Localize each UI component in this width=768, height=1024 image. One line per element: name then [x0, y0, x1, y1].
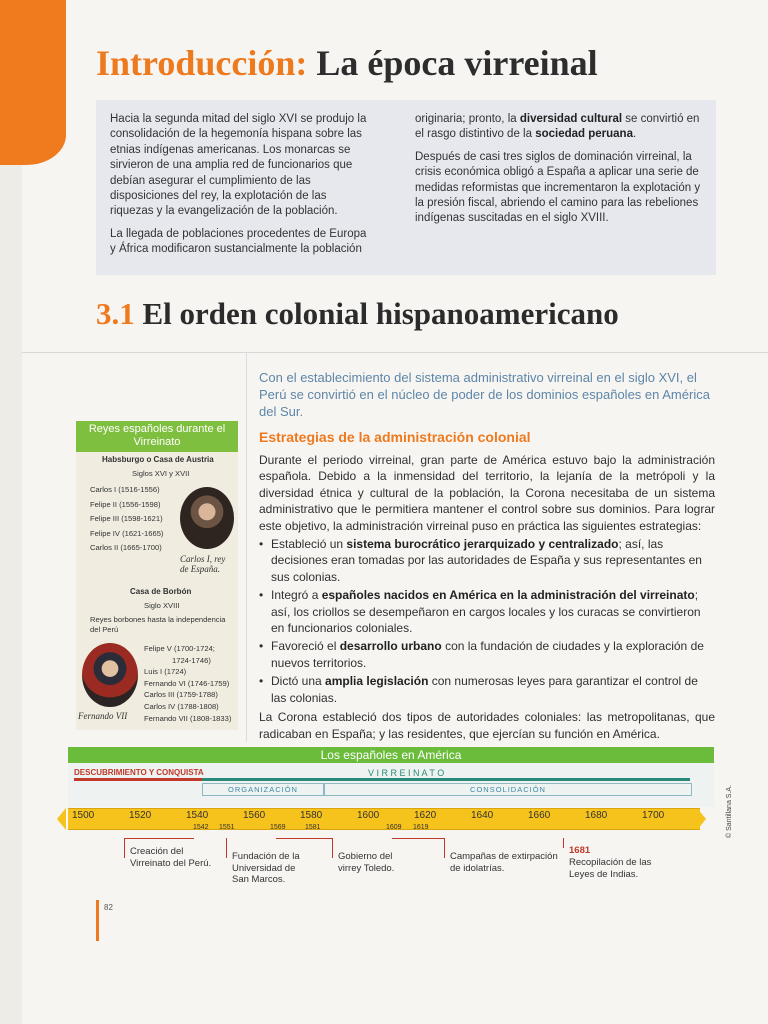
- king-item: Felipe II (1556-1598): [90, 499, 161, 509]
- king-item: 1724-1746): [172, 655, 211, 665]
- minor-year: 1542: [193, 824, 209, 831]
- year-label: 1700: [642, 810, 665, 821]
- period-organizacion: ORGANIZACIÓN: [202, 783, 324, 796]
- habsburg-title: Habsburgo o Casa de Austria: [102, 455, 214, 464]
- borbon-century: Siglo XVIII: [144, 601, 180, 610]
- event-marker: [226, 838, 227, 858]
- event-label: Creación del Virreinato del Perú.: [130, 846, 212, 869]
- king-item: Fernando VI (1746-1759): [144, 678, 230, 688]
- timeline-arrow-left: [57, 808, 66, 830]
- intro-paragraph: originaria; pronto, la diversidad cultural se convirtió en el rasgo distintivo de la sociedad peruana.: [415, 113, 700, 141]
- virreinato-bar: [202, 778, 690, 781]
- carlos-caption: Carlos I, rey de España.: [180, 554, 226, 574]
- king-item: Carlos IV (1788-1808): [144, 701, 219, 711]
- king-item: Carlos III (1759-1788): [144, 690, 218, 700]
- timeline-periods: [68, 763, 714, 807]
- year-label: 1560: [243, 810, 266, 821]
- year-label: 1620: [414, 810, 437, 821]
- timeline-arrow-right: [697, 808, 706, 830]
- king-item: Carlos I (1516-1556): [90, 485, 160, 494]
- borbon-note: Reyes borbones hasta la independencia del Perú: [90, 615, 226, 634]
- list-item: • Estableció un sistema burocrático jerarquizado y centralizado; así, las decisiones eran tomadas por las autoridades de España y sus representantes en sus colonias.: [259, 536, 715, 585]
- event-connector: [276, 838, 332, 839]
- event-connector: [124, 838, 194, 839]
- title-accent: Introducción:: [96, 43, 308, 83]
- borbon-list: [144, 643, 231, 724]
- intro-paragraph: Después de casi tres siglos de dominación virreinal, la crisis económica obligó a España a aplicar una serie de medidas reformistas que incrementaron la explotación y la presión fiscal, abriendo el camino para las rebeliones indígenas suscitadas en el siglo XVIII.: [415, 150, 701, 225]
- chapter-title: [96, 42, 598, 84]
- kings-sidebar: [76, 421, 238, 730]
- year-label: 1540: [186, 810, 209, 821]
- event-label: Fundación de la Universidad de San Marcos.: [232, 851, 300, 885]
- year-label: 1600: [357, 810, 380, 821]
- column-divider: [246, 352, 247, 742]
- event-label: Gobierno del virrey Toledo.: [338, 851, 395, 874]
- minor-year: 1581: [305, 824, 321, 831]
- intro-column-1: [110, 112, 372, 265]
- borbon-title: Casa de Borbón: [130, 587, 192, 596]
- habsburg-century: Siglos XVI y XVII: [132, 469, 190, 478]
- minor-year: 1569: [270, 824, 286, 831]
- minor-year: 1551: [219, 824, 235, 831]
- intro-paragraph: Hacia la segunda mitad del siglo XVI se produjo la consolidación de la hegemonía hispana sobre las etnias indígenas americanas. Los monarcas se sirvieron de una amplia red de funcionarios que debían asegurar el cumplimiento de las disposiciones del rey, la explotación de las riquezas y la evangelización de la población.: [110, 113, 367, 218]
- king-item: Felipe III (1598-1621): [90, 514, 163, 523]
- divider: [22, 352, 768, 353]
- subheading: Estrategias de la administración colonial: [259, 429, 531, 445]
- event-marker: [124, 838, 125, 858]
- body-paragraph: Durante el periodo virreinal, gran parte de América estuvo bajo la administración española. Debido a la inmensidad del territorio, la lejanía de la metrópoli y la diversidad étnica y cultural de la población, la Corona necesitaba de un sistema administrativo que le permitiera mantener el control sobre sus dominios. Para lograr este objetivo, la administración virreinal puso en práctica las siguientes estrategias:: [259, 453, 715, 533]
- king-item: Carlos II (1665-1700): [90, 543, 162, 552]
- page-number-bar: [96, 900, 99, 941]
- king-item: Fernando VII (1808-1833): [144, 713, 232, 723]
- period-consolidacion: CONSOLIDACIÓN: [324, 783, 692, 796]
- year-label: 1500: [72, 810, 95, 821]
- minor-year: 1619: [413, 824, 429, 831]
- event-label: Campañas de extirpación de idolatrías.: [450, 851, 558, 874]
- intro-box: [96, 100, 716, 275]
- strategy-list: [259, 536, 715, 706]
- carlos-portrait: [180, 487, 234, 549]
- intro-paragraph: La llegada de poblaciones procedentes de Europa y África modificaron sustancialmente la población: [110, 227, 367, 256]
- event-connector: [392, 838, 444, 839]
- event-marker: [332, 838, 333, 858]
- period-conquest: DESCUBRIMIENTO Y CONQUISTA: [74, 768, 204, 777]
- period-virreinato: V I R R E I N A T O: [368, 768, 445, 778]
- year-label: 1640: [471, 810, 494, 821]
- body-text: [259, 452, 715, 744]
- body-paragraph: La Corona estableció dos tipos de autoridades coloniales: las metropolitanas, que radicaban en España; y las residentes, que ejercían su función en América.: [259, 710, 715, 741]
- lead-paragraph: Con el establecimiento del sistema administrativo virreinal en el siglo XVI, el Perú se convirtió en el núcleo de poder de los dominios españoles en América del Sur.: [259, 370, 710, 419]
- event-marker: [563, 838, 564, 848]
- section-number: 3.1: [96, 296, 135, 331]
- list-item: • Favoreció el desarrollo urbano con la fundación de ciudades y la exploración de nuevos territorios.: [259, 638, 715, 671]
- habsburg-list: [90, 484, 163, 554]
- copyright: © Santillana S.A.: [726, 784, 733, 838]
- event-year: 1681: [569, 845, 591, 856]
- year-label: 1580: [300, 810, 323, 821]
- year-label: 1680: [585, 810, 608, 821]
- orange-corner-tab: [0, 0, 66, 165]
- king-item: Luis I (1724): [144, 667, 187, 677]
- section-heading: [96, 296, 619, 332]
- section-title: El orden colonial hispanoamericano: [134, 296, 619, 331]
- event-marker: [444, 838, 445, 858]
- minor-year: 1609: [386, 824, 402, 831]
- king-item: Felipe V (1700-1724;: [144, 644, 215, 653]
- intro-column-2: [415, 112, 703, 234]
- page-number: 82: [104, 903, 113, 912]
- fernando-portrait: [82, 643, 138, 707]
- timeline-title: Los españoles en América: [68, 747, 714, 763]
- year-label: 1660: [528, 810, 551, 821]
- list-item: • Integró a españoles nacidos en América en la administración del virreinato; así, los criollos se desempeñaron en cargos locales y los curacas se convirtieron en funcionarios coloniales.: [259, 587, 715, 636]
- king-item: Felipe IV (1621-1665): [90, 528, 164, 538]
- list-item: • Dictó una amplia legislación con numerosas leyes para garantizar el control de las colonias.: [259, 673, 715, 706]
- title-main: La época virreinal: [307, 43, 598, 83]
- fernando-caption: Fernando VII: [78, 711, 128, 721]
- year-label: 1520: [129, 810, 152, 821]
- kings-header: Reyes españoles durante el Virreinato: [76, 421, 238, 452]
- event-label: Recopilación de las Leyes de Indias.: [569, 857, 652, 880]
- conquest-bar: [74, 778, 202, 781]
